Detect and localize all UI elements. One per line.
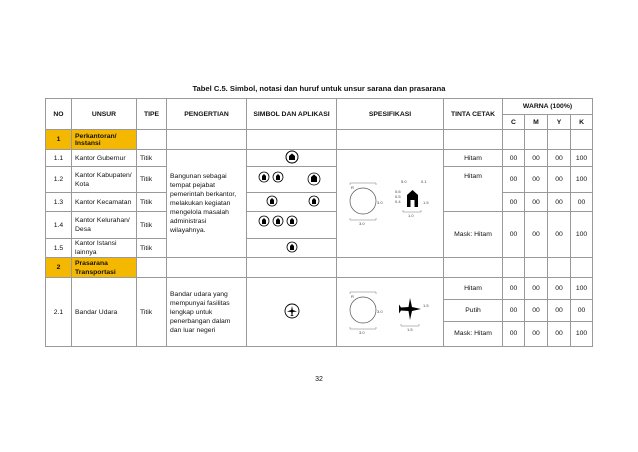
color-y: 00: [548, 321, 571, 346]
header-c: C: [503, 115, 525, 130]
color-c: 00: [503, 299, 525, 321]
color-c: 00: [503, 278, 525, 300]
row-number: 1.4: [46, 212, 72, 239]
color-m: 00: [525, 167, 548, 193]
color-k: 00: [571, 193, 593, 212]
office-symbol-icon: [284, 240, 300, 254]
row-number: 1.1: [46, 150, 72, 167]
tinta-label: Mask: Hitam: [444, 212, 503, 258]
header-tinta: TINTA CETAK: [444, 99, 503, 130]
tinta-label: Hitam: [444, 278, 503, 300]
color-c: 00: [503, 150, 525, 167]
row-unsur: Kantor Kecamatan: [72, 193, 137, 212]
svg-text:1.0: 1.0: [408, 212, 414, 218]
svg-text:R: R: [351, 294, 354, 299]
header-simbol: SIMBOL DAN APLIKASI: [247, 99, 337, 130]
svg-text:0.5: 0.5: [395, 193, 401, 199]
page-number: 32: [315, 376, 323, 383]
svg-text:5.0: 5.0: [401, 178, 407, 184]
office-symbol-samples-icon: [248, 213, 336, 235]
svg-text:3.0: 3.0: [377, 309, 383, 314]
office-spec-diagram-icon: [337, 153, 444, 253]
section-label: Perkantoran/ Instansi: [72, 130, 137, 150]
color-c: 00: [503, 321, 525, 346]
color-k: 100: [571, 321, 593, 346]
color-m: 00: [525, 150, 548, 167]
color-c: 00: [503, 212, 525, 258]
header-no: NO: [46, 99, 72, 130]
row-number: 1.5: [46, 239, 72, 258]
tinta-label: Mask: Hitam: [444, 321, 503, 346]
spec-bandar-udara: [337, 278, 444, 347]
tinta-label: Hitam: [444, 150, 503, 167]
svg-text:0.1: 0.1: [421, 178, 427, 184]
section-number: 2: [46, 258, 72, 278]
color-k: 100: [571, 212, 593, 258]
header-m: M: [525, 115, 548, 130]
header-y: Y: [548, 115, 571, 130]
svg-text:1.5: 1.5: [423, 303, 429, 308]
color-y: 00: [548, 193, 571, 212]
color-y: 00: [548, 299, 571, 321]
symbol-cell: [247, 167, 337, 193]
svg-text:3.0: 3.0: [377, 199, 383, 205]
header-warna: WARNA (100%): [503, 99, 593, 115]
row-unsur: Kantor Kelurahan/ Desa: [72, 212, 137, 239]
airport-symbol-icon: [283, 302, 301, 320]
pengertian-bandar-udara: Bandar udara yang mempunyai fasilitas lengkap untuk penerbangan dalam dan luar negeri: [167, 278, 247, 347]
color-y: 00: [548, 167, 571, 193]
symbol-table: [45, 98, 593, 347]
airport-spec-diagram-icon: [337, 278, 444, 344]
office-symbol-samples-icon: [248, 168, 336, 190]
row-unsur: Kantor Istansi lainnya: [72, 239, 137, 258]
symbol-cell: [247, 212, 337, 239]
symbol-cell: [247, 278, 337, 347]
color-y: 00: [548, 150, 571, 167]
svg-text:1.5: 1.5: [423, 199, 429, 205]
color-y: 00: [548, 212, 571, 258]
symbol-cell: [247, 193, 337, 212]
header-unsur: UNSUR: [72, 99, 137, 130]
header-pengertian: PENGERTIAN: [167, 99, 247, 130]
svg-text:0.4: 0.4: [395, 198, 401, 204]
tinta-label: Hitam: [444, 167, 503, 212]
color-y: 00: [548, 278, 571, 300]
row-tipe: Titik: [137, 167, 167, 193]
svg-text:3.0: 3.0: [359, 330, 365, 335]
row-tipe: Titik: [137, 239, 167, 258]
row-number: 2.1: [46, 278, 72, 347]
table-caption: Tabel C.5. Simbol, notasi dan huruf untuk unsur sarana dan prasarana: [192, 84, 446, 93]
section-label: Prasarana Transportasi: [72, 258, 137, 278]
symbol-cell: [247, 239, 337, 258]
color-k: 100: [571, 150, 593, 167]
color-m: 00: [525, 193, 548, 212]
row-unsur: Bandar Udara: [72, 278, 137, 347]
color-m: 00: [525, 212, 548, 258]
svg-text:0.6: 0.6: [395, 188, 401, 194]
tinta-label: Putih: [444, 299, 503, 321]
office-symbol-samples-icon: [248, 193, 336, 209]
row-tipe: Titik: [137, 150, 167, 167]
symbol-cell: [247, 150, 337, 167]
row-tipe: Titik: [137, 212, 167, 239]
header-k: K: [571, 115, 593, 130]
color-k: 100: [571, 278, 593, 300]
color-k: 00: [571, 299, 593, 321]
row-number: 1.2: [46, 167, 72, 193]
color-k: 100: [571, 167, 593, 193]
svg-text:3.0: 3.0: [359, 220, 365, 226]
color-m: 00: [525, 321, 548, 346]
svg-text:R: R: [351, 184, 354, 190]
row-tipe: Titik: [137, 278, 167, 347]
header-spesifikasi: SPESIFIKASI: [337, 99, 444, 130]
row-number: 1.3: [46, 193, 72, 212]
color-c: 00: [503, 167, 525, 193]
color-c: 00: [503, 193, 525, 212]
row-tipe: Titik: [137, 193, 167, 212]
header-tipe: TIPE: [137, 99, 167, 130]
row-unsur: Kantor Kabupaten/ Kota: [72, 167, 137, 193]
spec-perkantoran: [337, 150, 444, 258]
color-m: 00: [525, 299, 548, 321]
color-m: 00: [525, 278, 548, 300]
row-unsur: Kantor Gubernur: [72, 150, 137, 167]
pengertian-perkantoran: Bangunan sebagai tempat pejabat pemerintah berkantor, melakukan kegiatan mengelola masalah administrasi wilayahnya.: [167, 150, 247, 258]
section-number: 1: [46, 130, 72, 150]
svg-text:1.5: 1.5: [407, 327, 413, 332]
office-symbol-icon: [284, 150, 300, 164]
